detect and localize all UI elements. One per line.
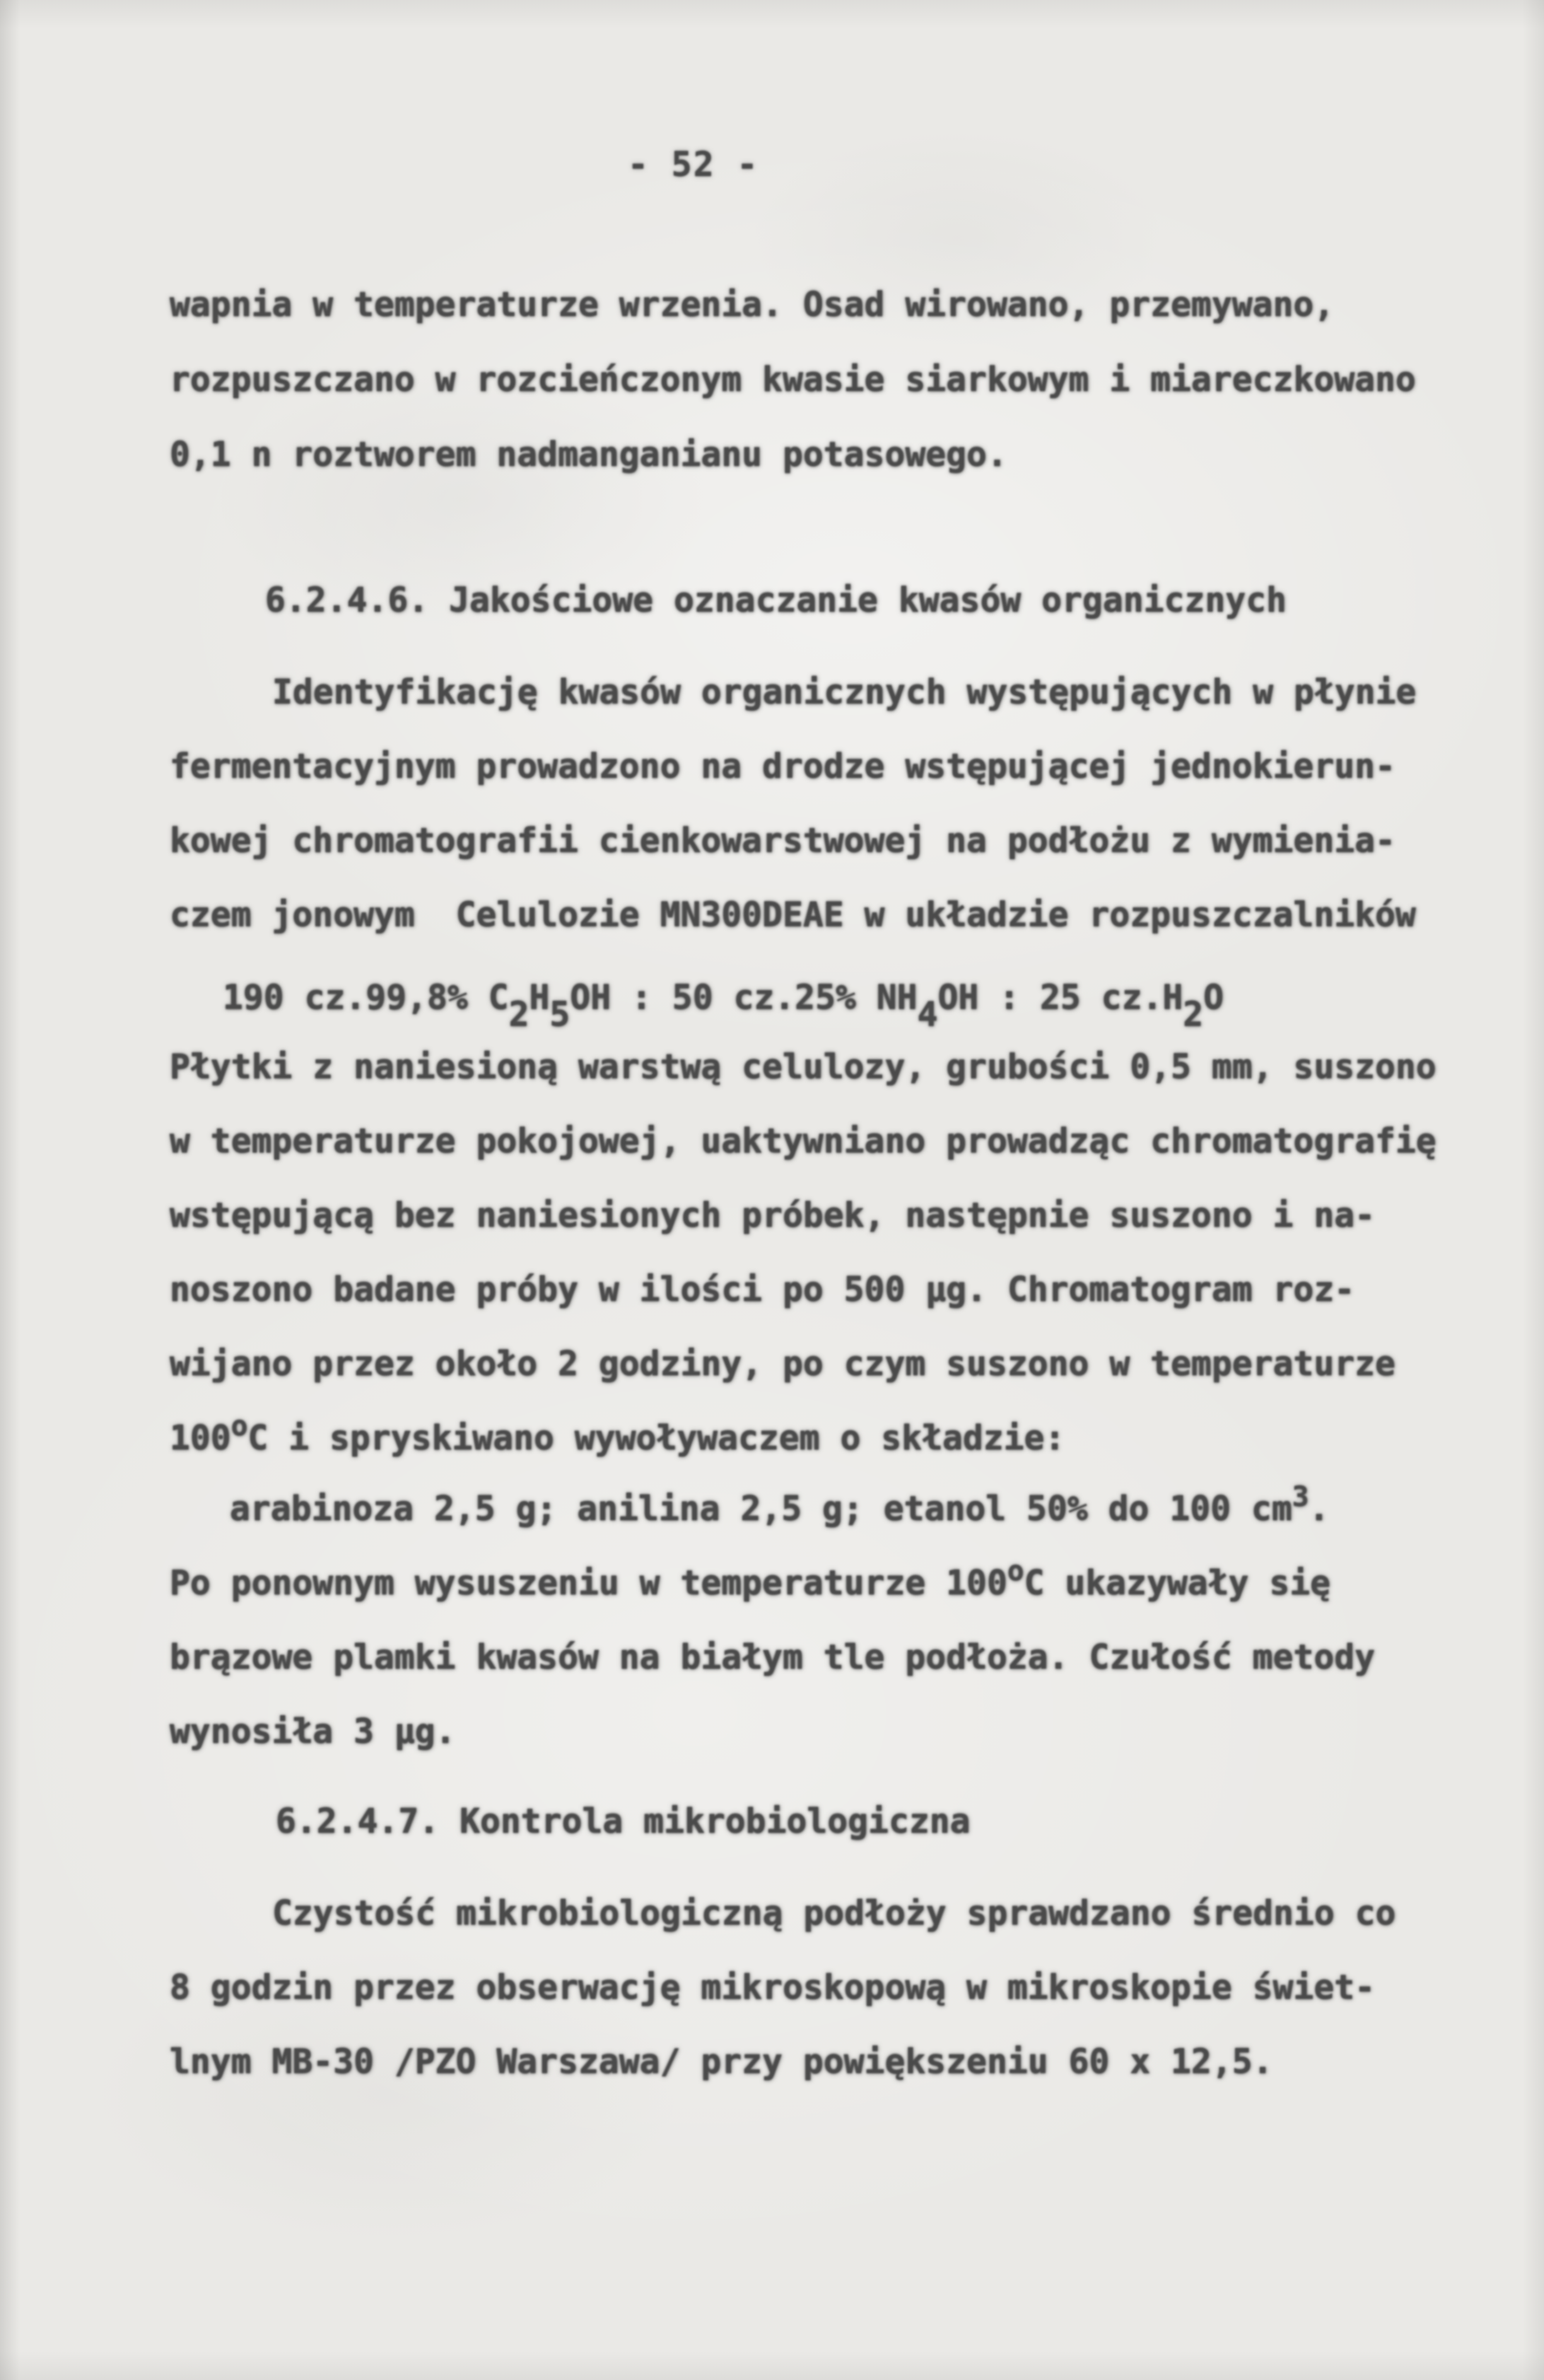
- text-line: wynosiła 3 µg.: [170, 1712, 456, 1751]
- heading-6-2-4-7: 6.2.4.7. Kontrola mikrobiologiczna: [276, 1802, 971, 1841]
- text-line: 100oC i spryskiwano wywoływaczem o składzie:: [170, 1410, 1065, 1458]
- text-line: 0,1 n roztworem nadmanganianu potasowego.: [170, 435, 1007, 474]
- heading-6-2-4-6: 6.2.4.6. Jakościowe oznaczanie kwasów organicznych: [265, 581, 1287, 620]
- text-line: lnym MB-30 /PZO Warszawa/ przy powiększeniu 60 x 12,5.: [170, 2042, 1273, 2082]
- text-line: noszono badane próby w ilości po 500 µg. Chromatogram roz-: [170, 1270, 1355, 1309]
- text-line: fermentacyjnym prowadzono na drodze wstępującej jednokierun-: [170, 747, 1396, 786]
- page-number: - 52 -: [628, 145, 759, 185]
- developer-recipe: arabinoza 2,5 g; anilina 2,5 g; etanol 50% do 100 cm3.: [230, 1481, 1330, 1529]
- text-line: Po ponownym wysuszeniu w temperaturze 100oC ukazywały się: [170, 1555, 1331, 1603]
- text-line: w temperaturze pokojowej, uaktywniano prowadząc chromatografię: [170, 1121, 1437, 1161]
- text-line: kowej chromatografii cienkowarstwowej na podłożu z wymienia-: [170, 821, 1396, 861]
- text-line: wapnia w temperaturze wrzenia. Osad wirowano, przemywano,: [170, 285, 1335, 325]
- text-line: brązowe plamki kwasów na białym tle podłoża. Czułość metody: [170, 1638, 1376, 1677]
- text-line: rozpuszczano w rozcieńczonym kwasie siarkowym i miareczkowano: [170, 360, 1416, 399]
- text-line: Płytki z naniesioną warstwą celulozy, grubości 0,5 mm, suszono: [170, 1047, 1437, 1087]
- text-line: czem jonowym Celulozie MN300DEAE w układzie rozpuszczalników: [170, 895, 1416, 935]
- text-line: 8 godzin przez obserwację mikroskopową w mikroskopie świet-: [170, 1968, 1376, 2007]
- solvent-formula: 190 cz.99,8% C2H5OH : 50 cz.25% NH4OH : 25 cz.H2O: [223, 978, 1224, 1034]
- text-line: Identyfikację kwasów organicznych występujących w płynie: [272, 672, 1417, 712]
- text-line: wstępującą bez naniesionych próbek, następnie suszono i na-: [170, 1196, 1376, 1235]
- text-line: wijano przez około 2 godziny, po czym suszono w temperaturze: [170, 1344, 1396, 1384]
- text-line: Czystość mikrobiologiczną podłoży sprawdzano średnio co: [272, 1894, 1396, 1933]
